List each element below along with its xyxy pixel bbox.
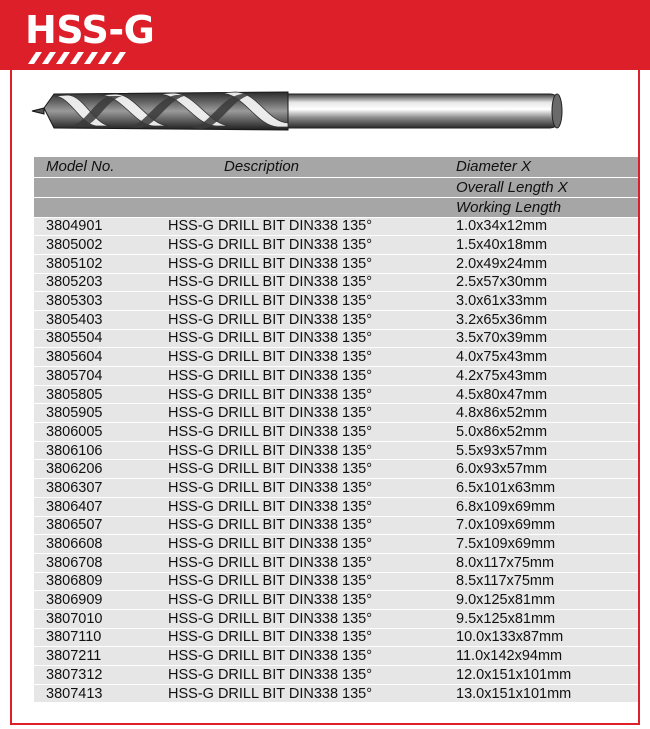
size-cell: 9.5x125x81mm [456,609,638,628]
model-cell: 3807312 [34,666,156,685]
size-cell: 6.8x109x69mm [456,497,638,516]
model-cell: 3805805 [34,385,156,404]
table-header-row [34,177,638,197]
size-cell: 2.0x49x24mm [456,254,638,273]
model-cell: 3805102 [34,254,156,273]
model-cell: 3805504 [34,329,156,348]
model-cell: 3805704 [34,367,156,386]
size-cell: 10.0x133x87mm [456,628,638,647]
table-row [34,591,638,610]
model-cell: 3805905 [34,404,156,423]
table-row [34,460,638,479]
model-cell: 3806708 [34,553,156,572]
description-cell: HSS-G DRILL BIT DIN338 135° [156,479,456,498]
model-cell: 3806206 [34,460,156,479]
model-cell: 3804901 [34,217,156,236]
header-dimensions-line2: Overall Length X [456,177,638,197]
description-cell: HSS-G DRILL BIT DIN338 135° [156,254,456,273]
size-cell: 3.0x61x33mm [456,292,638,311]
description-cell: HSS-G DRILL BIT DIN338 135° [156,310,456,329]
description-cell: HSS-G DRILL BIT DIN338 135° [156,441,456,460]
description-cell: HSS-G DRILL BIT DIN338 135° [156,535,456,554]
model-cell: 3807010 [34,609,156,628]
description-cell: HSS-G DRILL BIT DIN338 135° [156,292,456,311]
model-cell: 3807413 [34,684,156,703]
table-row [34,348,638,367]
table-row [34,479,638,498]
description-cell: HSS-G DRILL BIT DIN338 135° [156,591,456,610]
size-cell: 7.5x109x69mm [456,535,638,554]
table-row [34,684,638,703]
size-cell: 4.5x80x47mm [456,385,638,404]
model-cell: 3805203 [34,273,156,292]
size-cell: 1.0x34x12mm [456,217,638,236]
size-cell: 8.0x117x75mm [456,553,638,572]
header-dimensions-line3: Working Length [456,197,638,217]
model-cell: 3806909 [34,591,156,610]
table-row [34,385,638,404]
size-cell: 1.5x40x18mm [456,236,638,255]
size-cell: 8.5x117x75mm [456,572,638,591]
size-cell: 11.0x142x94mm [456,647,638,666]
table-row [34,553,638,572]
table-row [34,572,638,591]
size-cell: 4.2x75x43mm [456,367,638,386]
table-row [34,423,638,442]
model-cell: 3806608 [34,535,156,554]
table-row [34,217,638,236]
hatch-stripes-decoration [28,52,136,64]
description-cell: HSS-G DRILL BIT DIN338 135° [156,609,456,628]
size-cell: 5.0x86x52mm [456,423,638,442]
header-model: Model No. [34,157,156,177]
spec-table [34,157,638,703]
table-row [34,441,638,460]
description-cell: HSS-G DRILL BIT DIN338 135° [156,647,456,666]
description-cell: HSS-G DRILL BIT DIN338 135° [156,385,456,404]
description-cell: HSS-G DRILL BIT DIN338 135° [156,460,456,479]
description-cell: HSS-G DRILL BIT DIN338 135° [156,423,456,442]
model-cell: 3806407 [34,497,156,516]
description-cell: HSS-G DRILL BIT DIN338 135° [156,273,456,292]
description-cell: HSS-G DRILL BIT DIN338 135° [156,236,456,255]
description-cell: HSS-G DRILL BIT DIN338 135° [156,348,456,367]
model-cell: 3806809 [34,572,156,591]
table-row [34,609,638,628]
table-row [34,236,638,255]
size-cell: 3.5x70x39mm [456,329,638,348]
size-cell: 3.2x65x36mm [456,310,638,329]
description-cell: HSS-G DRILL BIT DIN338 135° [156,572,456,591]
description-cell: HSS-G DRILL BIT DIN338 135° [156,329,456,348]
model-cell: 3805403 [34,310,156,329]
size-cell: 4.8x86x52mm [456,404,638,423]
model-cell: 3806005 [34,423,156,442]
description-cell: HSS-G DRILL BIT DIN338 135° [156,217,456,236]
table-row [34,516,638,535]
table-row [34,628,638,647]
table-row [34,535,638,554]
model-cell: 3807110 [34,628,156,647]
description-cell: HSS-G DRILL BIT DIN338 135° [156,516,456,535]
table-row [34,273,638,292]
table-row [34,647,638,666]
model-cell: 3806507 [34,516,156,535]
table-row [34,329,638,348]
size-cell: 6.5x101x63mm [456,479,638,498]
size-cell: 12.0x151x101mm [456,666,638,685]
size-cell: 7.0x109x69mm [456,516,638,535]
description-cell: HSS-G DRILL BIT DIN338 135° [156,684,456,703]
description-cell: HSS-G DRILL BIT DIN338 135° [156,628,456,647]
table-row [34,292,638,311]
size-cell: 5.5x93x57mm [456,441,638,460]
header-banner [0,0,650,70]
description-cell: HSS-G DRILL BIT DIN338 135° [156,553,456,572]
description-cell: HSS-G DRILL BIT DIN338 135° [156,497,456,516]
header-dimensions-line1: Diameter X [456,157,638,177]
model-cell: 3807211 [34,647,156,666]
model-cell: 3806106 [34,441,156,460]
model-cell: 3806307 [34,479,156,498]
size-cell: 4.0x75x43mm [456,348,638,367]
size-cell: 9.0x125x81mm [456,591,638,610]
size-cell: 13.0x151x101mm [456,684,638,703]
product-title: HSS-G [25,8,155,52]
table-row [34,310,638,329]
model-cell: 3805604 [34,348,156,367]
size-cell: 2.5x57x30mm [456,273,638,292]
size-cell: 6.0x93x57mm [456,460,638,479]
table-row [34,497,638,516]
table-row [34,666,638,685]
table-header-row [34,157,638,177]
table-row [34,404,638,423]
table-header-row [34,197,638,217]
description-cell: HSS-G DRILL BIT DIN338 135° [156,404,456,423]
header-description: Description [156,157,456,177]
drill-bit-icon [30,78,570,144]
description-cell: HSS-G DRILL BIT DIN338 135° [156,367,456,386]
description-cell: HSS-G DRILL BIT DIN338 135° [156,666,456,685]
table-row [34,367,638,386]
model-cell: 3805002 [34,236,156,255]
model-cell: 3805303 [34,292,156,311]
table-row [34,254,638,273]
